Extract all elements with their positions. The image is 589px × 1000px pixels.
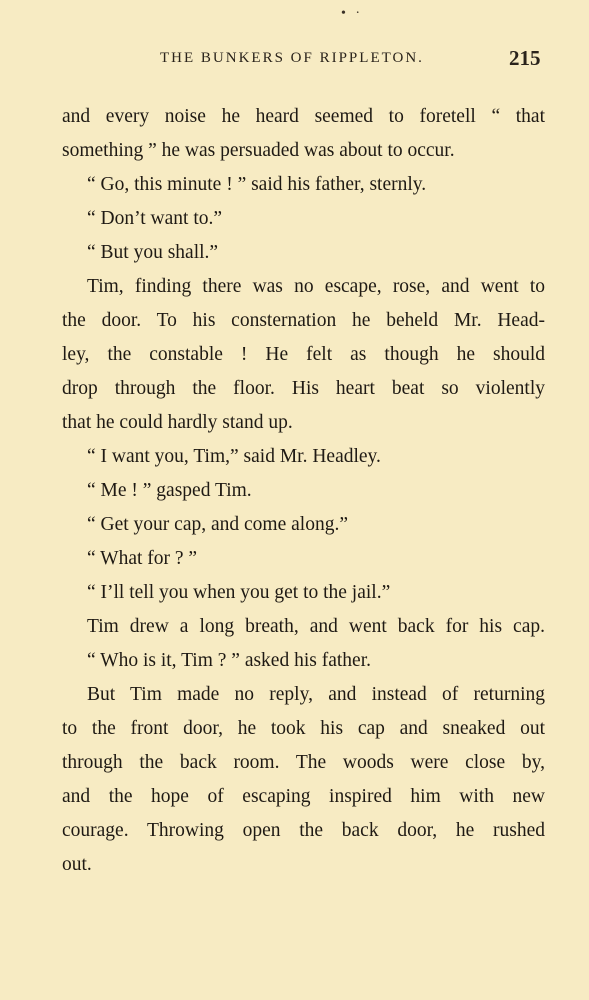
body-text [62, 100, 545, 882]
text-line: through the back room. The woods were close by, [62, 752, 545, 773]
text-line: to the front door, he took his cap and sneaked out [62, 718, 545, 739]
text-line: “ I want you, Tim,” said Mr. Headley. [87, 446, 381, 467]
text-line: Tim drew a long breath, and went back for his cap. [87, 616, 545, 637]
header-ornament: • · [341, 6, 364, 21]
page-header [0, 48, 589, 72]
text-line: drop through the floor. His heart beat so violently [62, 378, 545, 399]
text-line: “ Go, this minute ! ” said his father, sternly. [87, 174, 427, 195]
text-line: the door. To his consternation he beheld Mr. Head- [62, 310, 545, 331]
text-line: something ” he was persuaded was about to occur. [62, 140, 455, 161]
text-line: “ Who is it, Tim ? ” asked his father. [87, 650, 371, 671]
text-line: But Tim made no reply, and instead of returning [87, 684, 545, 705]
text-line: “ Get your cap, and come along.” [87, 514, 348, 535]
text-line: that he could hardly stand up. [62, 412, 293, 433]
text-line: and the hope of escaping inspired him with new [62, 786, 545, 807]
text-line: ley, the constable ! He felt as though he should [62, 344, 545, 365]
text-line: Tim, finding there was no escape, rose, and went to [87, 276, 545, 297]
text-line: out. [62, 854, 92, 875]
running-head: THE BUNKERS OF RIPPLETON. [160, 50, 424, 66]
text-line: and every noise he heard seemed to foretell “ that [62, 106, 545, 127]
text-line: courage. Throwing open the back door, he rushed [62, 820, 545, 841]
page-number: 215 [509, 46, 541, 70]
text-line: “ But you shall.” [87, 242, 219, 263]
text-line: “ I’ll tell you when you get to the jail.” [87, 582, 391, 603]
text-line: “ What for ? ” [87, 548, 198, 569]
text-line: “ Don’t want to.” [87, 208, 223, 229]
text-line: “ Me ! ” gasped Tim. [87, 480, 252, 501]
